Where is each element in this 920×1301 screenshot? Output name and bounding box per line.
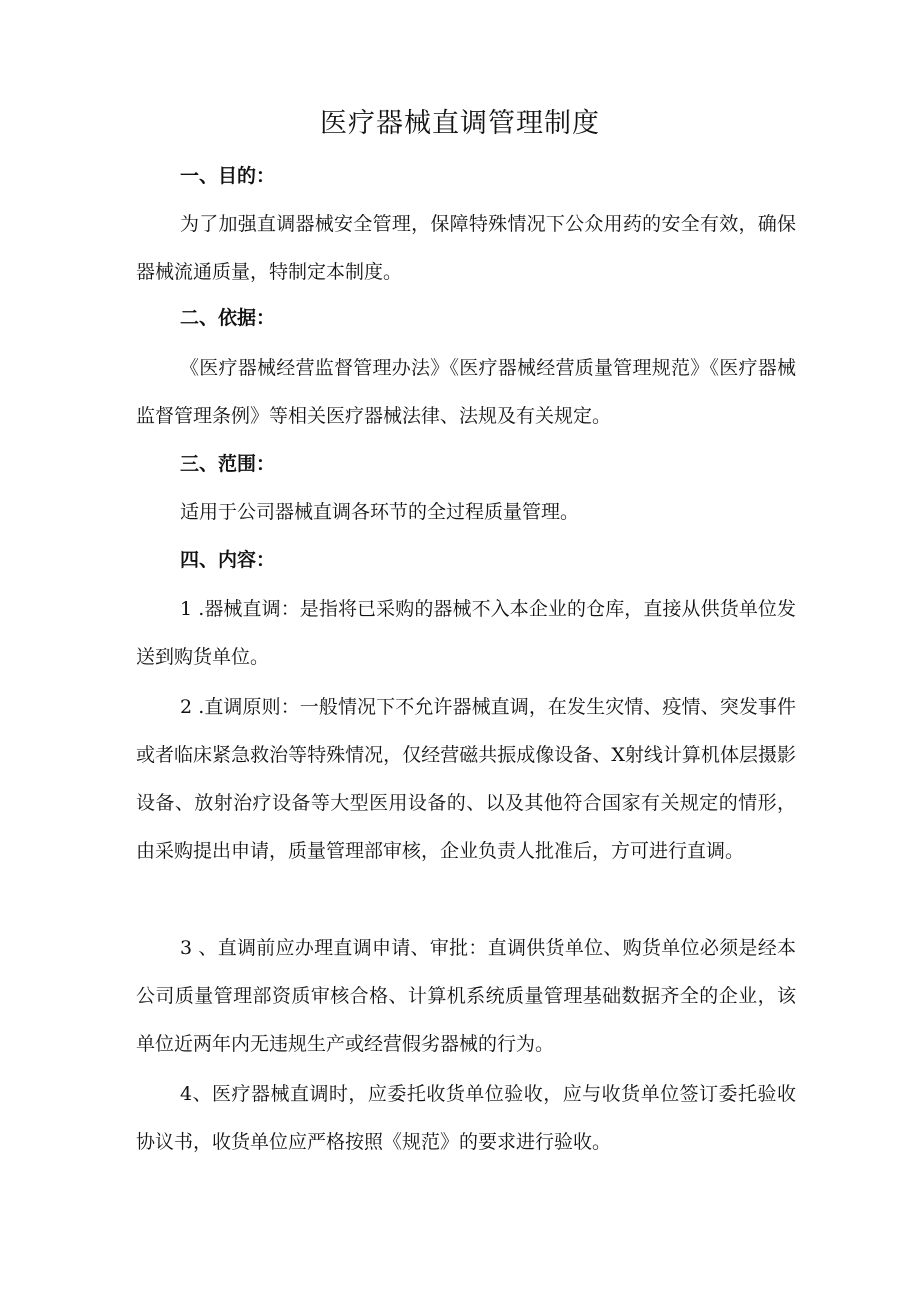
purpose-paragraph: 为了加强直调器械安全管理，保障特殊情况下公众用药的安全有效，确保器械流通质量，特制定本制度。 <box>136 213 796 283</box>
content-item-3: 3 、直调前应办理直调申请、审批：直调供货单位、购货单位必须是经本公司质量管理部资质审核合格、计算机系统质量管理基础数据齐全的企业，该单位近两年内无违规生产或经营假劣器械的行为。 <box>136 937 796 1055</box>
section-heading-content: 四、内容： <box>180 549 276 571</box>
section-heading-basis: 二、依据： <box>180 307 276 329</box>
content-item-1: 1 .器械直调：是指将已采购的器械不入本企业的仓库，直接从供货单位发送到购货单位。 <box>136 598 796 668</box>
document-title: 医疗器械直调管理制度 <box>320 108 600 139</box>
section-heading-purpose: 一、目的： <box>180 165 276 187</box>
scope-paragraph: 适用于公司器械直调各环节的全过程质量管理。 <box>180 501 580 523</box>
basis-paragraph: 《医疗器械经营监督管理办法》《医疗器械经营质量管理规范》《医疗器械监督管理条例》等相关医疗器械法律、法规及有关规定。 <box>136 357 796 427</box>
section-heading-scope: 三、范围： <box>180 453 276 475</box>
content-item-2: 2 .直调原则：一般情况下不允许器械直调，在发生灾情、疫情、突发事件或者临床紧急救治等特殊情况，仅经营磁共振成像设备、X射线计算机体层摄影设备、放射治疗设备等大型医用设备的、以及其他符合国家有关规定的情形，由采购提出申请，质量管理部审核，企业负责人批准后，方可进行直调。 <box>136 696 796 862</box>
content-item-4: 4、医疗器械直调时，应委托收货单位验收，应与收货单位签订委托验收协议书，收货单位应严格按照《规范》的要求进行验收。 <box>136 1083 796 1153</box>
